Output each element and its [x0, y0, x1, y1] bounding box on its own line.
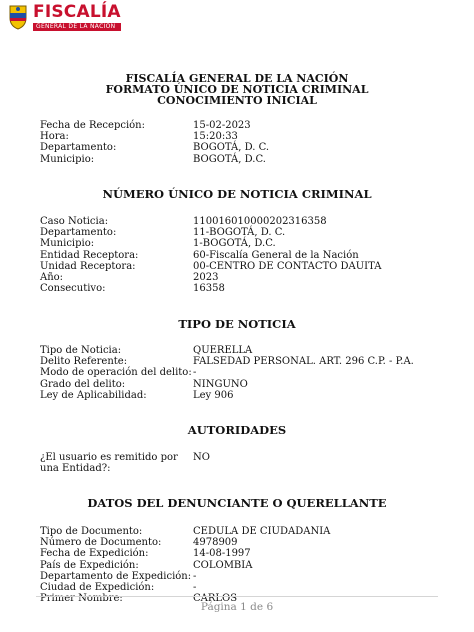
field-row	[40, 283, 454, 294]
field-value: Ley 906	[193, 389, 234, 401]
field-row	[40, 120, 454, 131]
field-row	[40, 548, 454, 559]
document-header	[0, 73, 474, 106]
field-row	[40, 537, 454, 548]
field-value: 15-02-2023	[193, 120, 251, 131]
field-row	[40, 526, 454, 537]
footer-divider	[36, 596, 438, 597]
field-label: Tipo de Noticia:	[40, 345, 122, 356]
field-label: País de Expedición:	[40, 559, 139, 571]
field-value: CEDULA DE CIUDADANIA	[193, 526, 331, 537]
field-label: Municipio:	[40, 238, 95, 250]
field-row	[40, 379, 454, 390]
field-label: Modo de operación del delito:	[40, 367, 192, 379]
field-value: -	[193, 582, 197, 594]
denunciante-fields	[40, 526, 454, 604]
field-value: 00-CENTRO DE CONTACTO DAUITA	[193, 260, 382, 272]
field-value: -	[193, 570, 197, 582]
section-title-denunciante: DATOS DEL DENUNCIANTE O QUERELLANTE	[87, 496, 387, 510]
header-line-1: FISCALÍA GENERAL DE LA NACIÓN	[125, 72, 349, 85]
page-indicator: Página 1 de 6	[200, 601, 274, 613]
reception-fields	[40, 120, 454, 165]
field-value: COLOMBIA	[193, 559, 253, 571]
field-label: Unidad Receptora:	[40, 260, 136, 272]
field-label: Año:	[40, 272, 64, 284]
header-line-3: CONOCIMIENTO INICIAL	[157, 94, 317, 107]
field-label: ¿El usuario es remitido por una Entidad?:	[40, 452, 178, 475]
section-title-numero: NÚMERO ÚNICO DE NOTICIA CRIMINAL	[102, 187, 372, 201]
logo-subtitle: GENERAL DE LA NACIÓN	[33, 23, 121, 31]
tipo-fields	[40, 345, 454, 401]
field-value: 15:20:33	[193, 131, 238, 143]
field-row	[40, 261, 454, 272]
field-label: Caso Noticia:	[40, 216, 109, 227]
field-row	[40, 390, 454, 401]
field-row	[40, 356, 454, 367]
numero-fields	[40, 216, 454, 294]
header-line-2: FORMATO ÚNICO DE NOTICIA CRIMINAL	[105, 83, 369, 96]
field-value: 11-BOGOTÁ, D. C.	[193, 227, 286, 239]
field-value: BOGOTÁ, D. C.	[193, 142, 270, 154]
field-label: Departamento:	[40, 227, 117, 239]
field-row	[40, 142, 454, 153]
field-label: Grado del delito:	[40, 378, 126, 390]
field-value: FALSEDAD PERSONAL. ART. 296 C.P. - P.A.	[193, 356, 414, 368]
field-label: Consecutivo:	[40, 283, 106, 295]
field-value: BOGOTÁ, D.C.	[193, 153, 266, 165]
field-value: -	[193, 367, 197, 379]
field-label: Departamento:	[40, 142, 117, 154]
section-title-tipo: TIPO DE NOTICIA	[178, 317, 296, 331]
field-label: Número de Documento:	[40, 537, 162, 549]
field-label: Municipio:	[40, 153, 95, 165]
field-label: Hora:	[40, 131, 69, 143]
field-label: Ley de Aplicabilidad:	[40, 389, 147, 401]
field-label: Delito Referente:	[40, 356, 128, 368]
autoridades-fields	[40, 452, 454, 474]
field-value: 14-08-1997	[193, 548, 251, 560]
field-row	[40, 238, 454, 249]
field-value: 60-Fiscalía General de la Nación	[193, 249, 359, 261]
field-row	[40, 345, 454, 356]
field-label: Departamento de Expedición:	[40, 570, 192, 582]
field-label: Entidad Receptora:	[40, 249, 139, 261]
field-value: QUERELLA	[193, 345, 253, 356]
field-value: 4978909	[193, 537, 238, 549]
field-row	[40, 250, 454, 261]
field-row	[40, 571, 454, 582]
field-row	[40, 367, 454, 378]
field-value: 16358	[193, 283, 225, 295]
field-value: CARLOS	[193, 593, 238, 605]
field-value: 2023	[193, 272, 219, 284]
fiscalia-logo	[8, 4, 121, 31]
field-label: Primer Nombre:	[40, 593, 123, 605]
logo-name: FISCALÍA	[33, 2, 121, 22]
field-row	[40, 272, 454, 283]
field-value: NINGUNO	[193, 378, 248, 390]
field-value: NO	[193, 452, 210, 463]
field-row	[40, 216, 454, 227]
coat-of-arms-icon	[8, 4, 28, 30]
field-row	[40, 227, 454, 238]
field-label: Tipo de Documento:	[40, 526, 143, 537]
field-label: Ciudad de Expedición:	[40, 582, 155, 594]
section-title-autoridades: AUTORIDADES	[187, 423, 287, 437]
field-row	[40, 560, 454, 571]
field-row	[40, 582, 454, 593]
field-row	[40, 452, 454, 474]
field-label: Fecha de Recepción:	[40, 120, 145, 131]
field-label: Fecha de Expedición:	[40, 548, 149, 560]
field-value: 110016010000202316358	[193, 216, 327, 227]
field-row	[40, 131, 454, 142]
field-row	[40, 154, 454, 165]
field-value: 1-BOGOTÁ, D.C.	[193, 238, 276, 250]
